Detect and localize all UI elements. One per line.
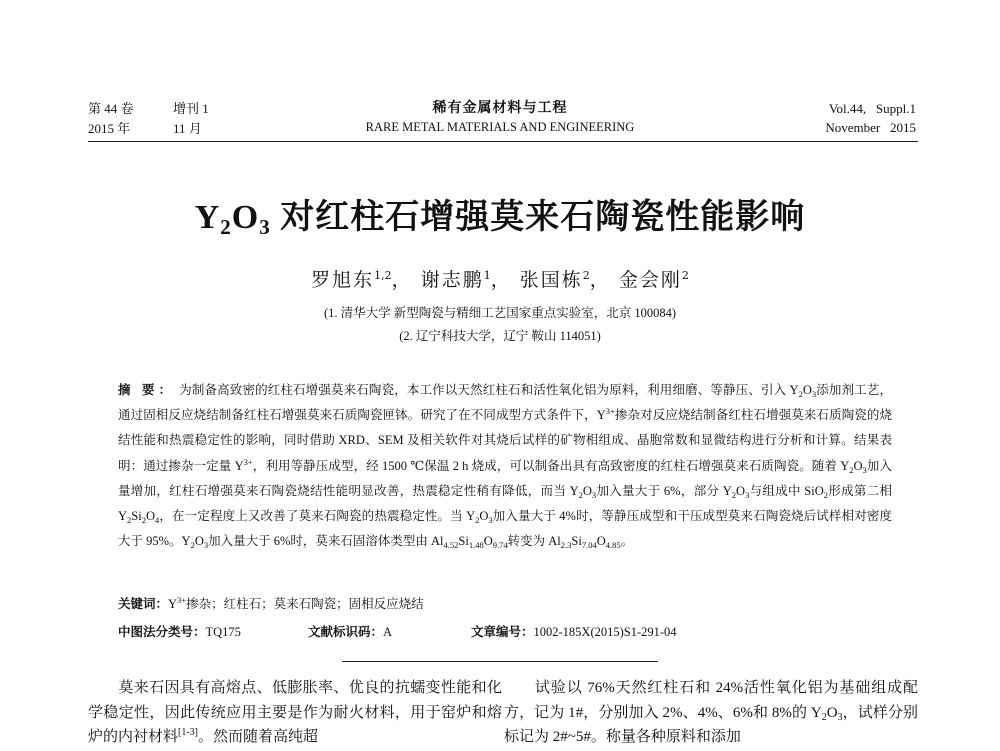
affiliation-1: (1. 清华大学 新型陶瓷与精细工艺国家重点实验室，北京 100084) (323, 306, 677, 320)
clc-label: 中图法分类号： (118, 625, 206, 639)
author-name: 谢志鹏 (420, 269, 484, 291)
page-title: $Y_2O_3$ 对红柱石增强莫来石陶瓷性能影响 (194, 199, 806, 239)
classification-line (118, 622, 677, 642)
affiliation-2: (2. 辽宁科技大学，辽宁 鞍山 114051) (399, 329, 601, 343)
month: 11 月 (173, 121, 202, 136)
volume-en: Vol.44, Suppl.1 (828, 101, 916, 116)
date-en: November 2015 (825, 120, 916, 135)
author-name: 张国栋 (519, 269, 583, 291)
keywords: 关键词：$Y^{3+}$掺杂；红柱石；莫来石陶瓷；固相反应烧结 (118, 595, 424, 611)
keywords-label: 关键词： (118, 597, 169, 611)
doc-code: A (383, 625, 393, 639)
journal-name-cn: 稀有金属材料与工程 (432, 101, 568, 116)
article-no-label: 文章编号： (471, 625, 534, 639)
authors: 罗旭东$^{1,2}$， 谢志鹏$^1$， 张国栋$^2$， 金会刚$^2$ (311, 269, 689, 291)
volume: 第 44 卷 (88, 101, 134, 116)
body-column-right: 试验以 76%天然红柱石和 24%活性氧化铝为基础组成配方，记为 1#，分别加入 2%、4%、6%和 8%的 $Y_2O_3$，试样分别标记为 2#~5#。称量各种原料和添加 (504, 680, 918, 745)
body-column-left: 莫来石因具有高熔点、低膨胀率、优良的抗蠕变性能和化学稳定性，因此传统应用主要是作为耐火材料，用于窑炉和熔炉的内衬材料[1-3]。然而随着高纯超 (88, 680, 502, 745)
journal-name-en: RARE METAL MATERIALS AND ENGINEERING (365, 120, 635, 134)
abstract-label: 摘 要： (118, 383, 176, 397)
abstract: 摘 要： 为制备高致密的红柱石增强莫来石陶瓷，本工作以天然红柱石和活性氧化铝为原料，利用细磨、等静压、引入 $Y_2O_3$添加剂工艺，通过固相反应烧结制备红柱石增强莫来石质陶瓷匣钵。研究了在不同成型方式条件下，$Y^{3+}$掺杂对反应烧结制备红柱石增强莫来石质陶瓷的烧结性能和热震稳定性的影响，同时借助 XRD、SEM 及相关软件对其烧后试样的矿物相组成、晶胞常数和显微结构进行分析和计算。结果表明：通过掺杂一定量 $Y^{3+}$，利用等静压成型，经 1500 ℃保温 2 h 烧成，可以制备出具有高致密度的红柱石增强莫来石质陶瓷。随着 $Y_2O_3$加入量增加，红柱石增强莫来石陶瓷烧结性能明显改善，热震稳定性稍有降低，而当 $Y_2O_3$加入量大于 6%，部分 $Y_2O_3$与组成中 SiO$_2$形成第二相 $Y_2Si_2O_4$，在一定程度上又改善了莫来石陶瓷的热震稳定性。当 $Y_2O_3$加入量大于 4%时，等静压成型和干压成型莫来石陶瓷烧后试样相对密度大于 95%。$Y_2O_3$加入量大于 6%时，莫来石固溶体类型由 $Al_{4.52}Si_{1.48}O_{9.74}$转变为 $Al_{2.3}Si_{7.04}O_{4.85}$。 (118, 383, 892, 551)
header-left (88, 99, 209, 138)
issue: 增刊 1 (173, 101, 209, 116)
doc-code-label: 文献标识码： (308, 625, 384, 639)
author-name: 金会刚 (618, 269, 682, 291)
header-rule (88, 141, 918, 142)
author-name: 罗旭东 (311, 269, 375, 291)
header-center (300, 99, 700, 137)
section-divider (342, 661, 658, 662)
clc-code: TQ175 (205, 625, 241, 639)
article-no: 1002-185X(2015)S1-291-04 (533, 625, 677, 639)
header-right (825, 99, 916, 137)
year: 2015 年 (88, 121, 131, 136)
